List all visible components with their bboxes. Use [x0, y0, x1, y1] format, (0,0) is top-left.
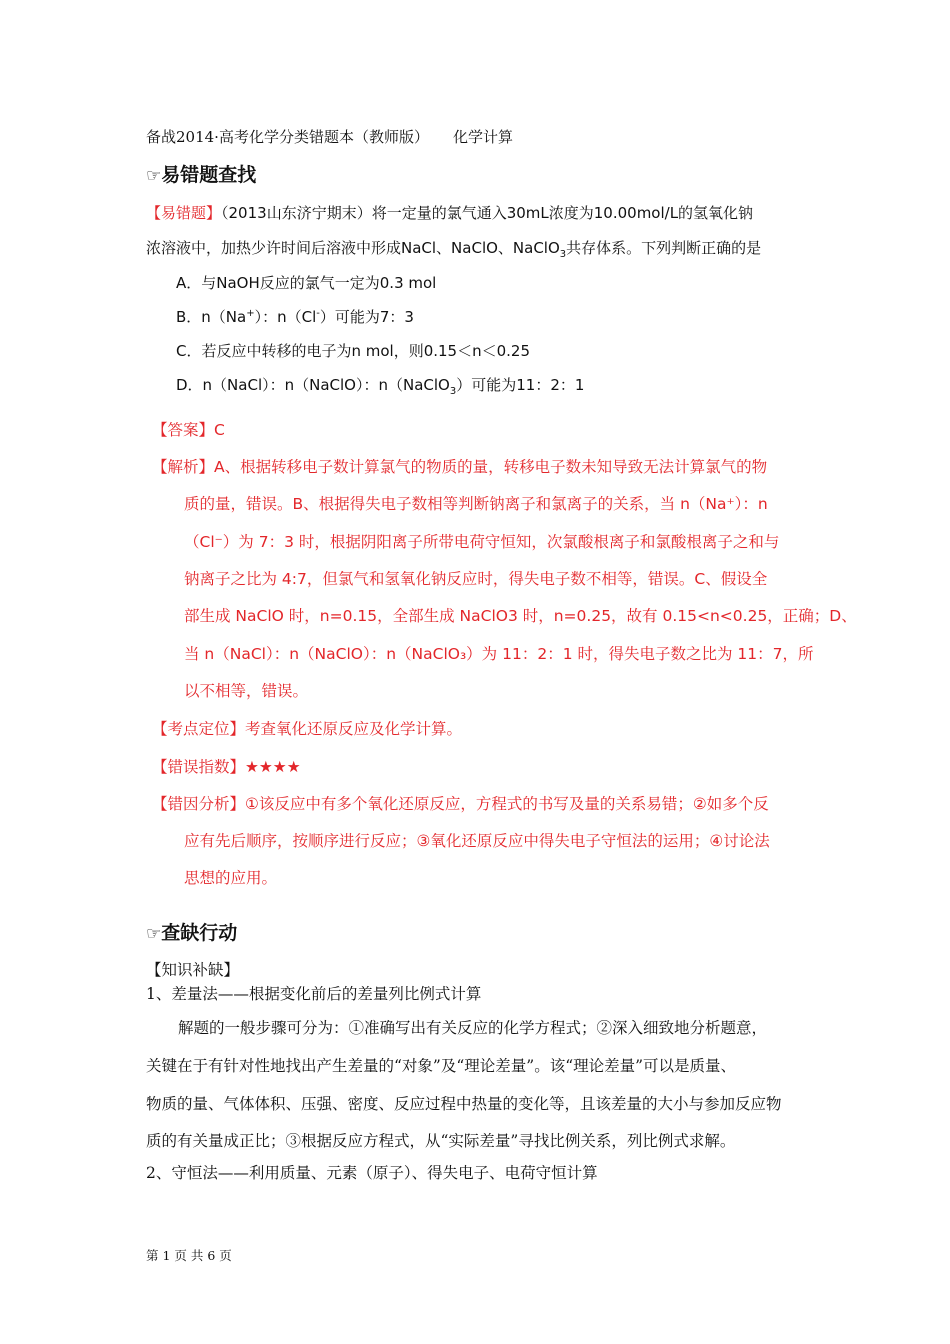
option-d: D．n（NaCl）：n（NaClO）：n（NaClO$_3$）可能为11：2：1: [176, 376, 585, 397]
kaodian-line: 【考点定位】考查氧化还原反应及化学计算。: [152, 720, 463, 738]
error-cause-line-1: 【错因分析】①该反应中有多个氧化还原反应，方程式的书写及量的关系易错；②如多个反: [152, 795, 769, 813]
kaodian-tag: 【考点定位】: [152, 720, 246, 738]
rating-stars: ★★★★: [245, 758, 301, 776]
analysis-line-2: 质的量，错误。B、根据得失电子数相等判断钠离子和氯离子的关系，当 n（Na⁺）：n: [184, 495, 768, 513]
error-cause-line-2: 应有先后顺序，按顺序进行反应；③氧化还原反应中得失电子守恒法的运用；④讨论法: [184, 832, 770, 850]
question-line-1: 【易错题】（2013山东济宁期末）将一定量的氯气通入30mL浓度为10.00mol/L的氢氧化钠: [146, 204, 754, 222]
analysis-line-3: （Cl⁻）为 7：3 时，根据阴阳离子所带电荷守恒知，次氯酸根离子和氯酸根离子之和与: [184, 533, 780, 551]
section-title: 查缺行动: [161, 922, 238, 944]
pointing-hand-icon: ☞: [146, 924, 162, 944]
analysis-line-7: 以不相等，错误。: [184, 682, 309, 700]
knowledge-paragraph-line-3: 物质的量、气体体积、压强、密度、反应过程中热量的变化等，且该差量的大小与参加反应物: [146, 1095, 782, 1113]
pointing-hand-icon: ☞: [146, 166, 162, 186]
knowledge-item-1: 1、差量法——根据变化前后的差量列比例式计算: [146, 985, 482, 1003]
knowledge-item-2: 2、守恒法——利用质量、元素（原子）、得失电子、电荷守恒计算: [146, 1164, 598, 1182]
header-title: 备战2014·高考化学分类错题本（教师版）: [146, 128, 429, 146]
error-cause-tag: 【错因分析】: [152, 795, 246, 813]
answer-line: [152, 418, 225, 440]
knowledge-paragraph-line-2: 关键在于有针对性地找出产生差量的“对象”及“理论差量”。该“理论差量”可以是质量、: [146, 1057, 737, 1075]
page-header: [146, 126, 513, 147]
option-b: B．n（Na+）：n（Cl-）可能为7：3: [176, 308, 414, 326]
answer-tag: 【答案】: [152, 421, 215, 439]
header-topic: 化学计算: [452, 128, 513, 146]
error-cause-line-3: 思想的应用。: [184, 869, 278, 887]
section-heading-errors: [146, 160, 256, 187]
knowledge-paragraph-line-4: 质的有关量成正比；③根据反应方程式，从“实际差量”寻找比例关系，列比例式求解。: [146, 1132, 736, 1150]
analysis-line-4: 钠离子之比为 4:7，但氯气和氢氧化钠反应时，得失电子数不相等，错误。C、假设全: [184, 570, 768, 588]
page-footer: 第 1 页 共 6 页: [146, 1248, 232, 1263]
knowledge-tag: 【知识补缺】: [146, 961, 240, 979]
question-tag: 【易错题】: [146, 204, 222, 222]
analysis-line-5: 部生成 NaClO 时，n=0.15，全部生成 NaClO3 时，n=0.25，故有 0.15<n<0.25，正确；D、: [184, 607, 857, 625]
section-heading-action: [146, 918, 237, 945]
option-a: A．与NaOH反应的氯气一定为0.3 mol: [176, 274, 437, 292]
answer-value: C: [214, 421, 225, 439]
analysis-line-6: 当 n（NaCl）：n（NaClO）：n（NaClO₃）为 11：2：1 时，得失电子数之比为 11：7，所: [184, 645, 814, 663]
analysis-tag: 【解析】: [152, 458, 215, 476]
error-index-line: [152, 755, 301, 777]
option-c: C．若反应中转移的电子为n mol，则0.15＜n＜0.25: [176, 342, 531, 360]
question-line-2: 浓溶液中，加热少许时间后溶液中形成NaCl、NaClO、NaClO$_3$共存体系。下列判断正确的是: [146, 239, 762, 260]
error-index-tag: 【错误指数】: [152, 758, 246, 776]
section-title: 易错题查找: [161, 164, 257, 186]
analysis-line-1: 【解析】A、根据转移电子数计算氯气的物质的量，转移电子数未知导致无法计算氯气的物: [152, 458, 768, 476]
knowledge-paragraph-line-1: 解题的一般步骤可分为：①准确写出有关反应的化学方程式；②深入细致地分析题意，: [178, 1019, 768, 1037]
